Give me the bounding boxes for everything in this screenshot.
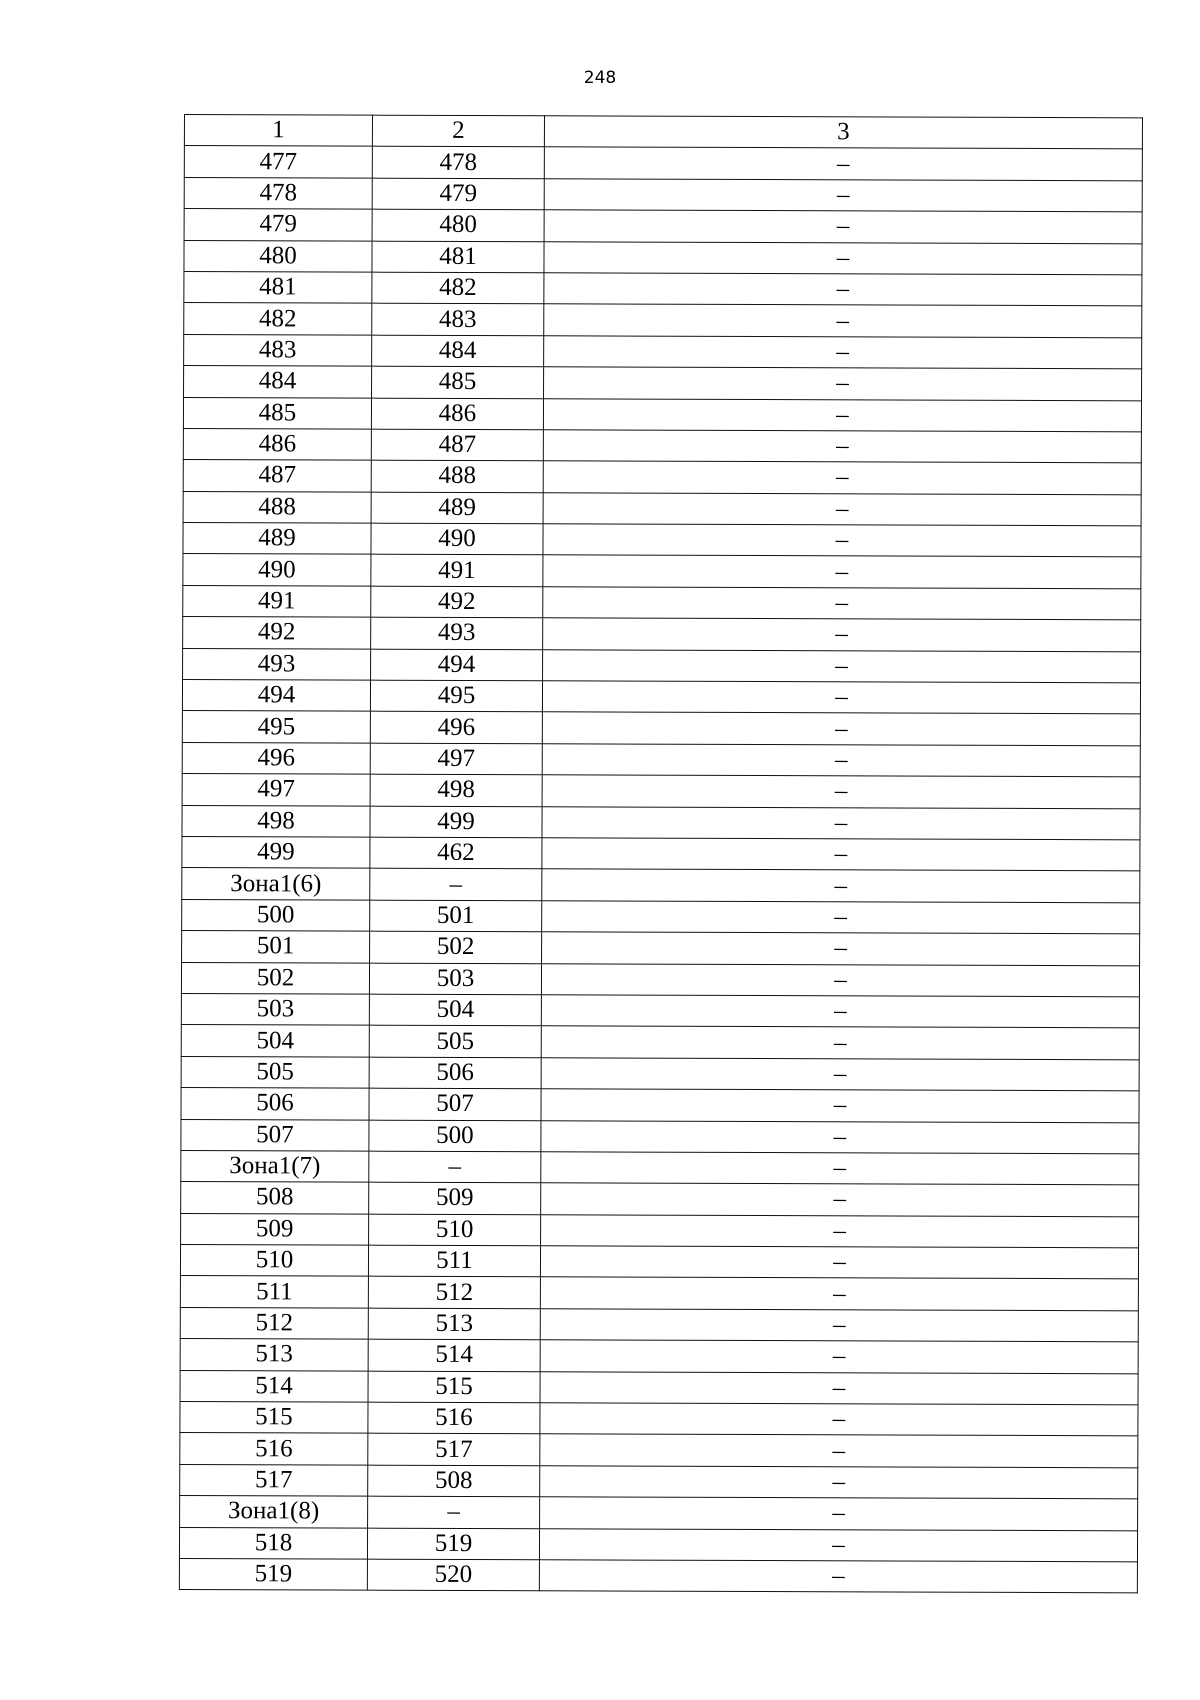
table-cell-col-2: – <box>370 869 542 901</box>
table-row <box>181 1119 1139 1154</box>
table-cell-col-1: 517 <box>180 1464 368 1496</box>
table-cell-col-1: 514 <box>180 1370 368 1402</box>
table-cell-col-3: – <box>542 901 1140 934</box>
table-cell-col-3: – <box>542 932 1140 965</box>
table-row <box>182 742 1140 777</box>
table-cell-col-2: 479 <box>372 178 544 210</box>
table-row <box>184 146 1142 181</box>
table-cell-col-3: – <box>544 179 1142 212</box>
table-cell-col-3: – <box>540 1277 1138 1310</box>
table-cell-col-1: 515 <box>180 1402 368 1434</box>
table-cell-col-3: – <box>544 241 1142 274</box>
table-row <box>182 774 1140 809</box>
table-cell-col-2: 514 <box>368 1339 540 1371</box>
table-cell-col-1: 504 <box>181 1025 369 1057</box>
table-cell-col-1: 496 <box>182 742 370 774</box>
table-cell-col-1: 494 <box>182 680 370 712</box>
table-header-row <box>184 115 1142 150</box>
table-cell-col-1: 492 <box>183 617 371 649</box>
table-row <box>181 993 1139 1028</box>
table-cell-col-3: – <box>541 1026 1139 1059</box>
table-row <box>180 1339 1138 1374</box>
table-cell-col-1: 516 <box>180 1433 368 1465</box>
table-row <box>184 271 1142 306</box>
table-row <box>183 491 1141 526</box>
table-cell-col-3: – <box>543 587 1141 620</box>
table-row <box>182 868 1140 903</box>
table-row <box>180 1307 1138 1342</box>
table-cell-col-2: 508 <box>368 1465 540 1497</box>
table-cell-col-1: 498 <box>182 805 370 837</box>
table-row <box>179 1527 1137 1562</box>
table-cell-col-1: 503 <box>181 993 369 1025</box>
table-body <box>179 146 1142 1593</box>
table-row <box>183 648 1141 683</box>
table-cell-col-2: 496 <box>370 712 542 744</box>
table-cell-col-1: 487 <box>183 460 371 492</box>
table-cell-col-1: Зона1(7) <box>181 1150 369 1182</box>
table-cell-col-1: 509 <box>181 1213 369 1245</box>
table-row <box>183 460 1141 495</box>
table-cell-col-1: 511 <box>180 1276 368 1308</box>
table-cell-col-1: 477 <box>184 146 372 178</box>
table-cell-col-2: 513 <box>368 1308 540 1340</box>
table-cell-col-2: 490 <box>371 523 543 555</box>
table-cell-col-3: – <box>543 555 1141 588</box>
table-row <box>184 366 1142 401</box>
table-cell-col-3: – <box>541 1057 1139 1090</box>
table-cell-col-2: 515 <box>368 1371 540 1403</box>
table-cell-col-2: 486 <box>371 398 543 430</box>
table-cell-col-2: 487 <box>371 429 543 461</box>
table-cell-col-1: 505 <box>181 1056 369 1088</box>
table-cell-col-2: 502 <box>370 931 542 963</box>
table-cell-col-2: 493 <box>371 617 543 649</box>
table-cell-col-2: 491 <box>371 555 543 587</box>
table-cell-col-2: – <box>369 1151 541 1183</box>
table-cell-col-2: 494 <box>371 649 543 681</box>
table-row <box>183 554 1141 589</box>
table-cell-col-3: – <box>544 367 1142 400</box>
table-cell-col-1: 500 <box>182 899 370 931</box>
table-row <box>184 334 1142 369</box>
table-row <box>180 1402 1138 1437</box>
table-cell-col-3: – <box>544 210 1142 243</box>
table-row <box>180 1433 1138 1468</box>
table-row <box>180 1370 1138 1405</box>
table-cell-col-1: 518 <box>179 1527 367 1559</box>
table-cell-col-3: – <box>544 147 1142 180</box>
table-cell-col-3: – <box>541 1214 1139 1247</box>
table-cell-col-3: – <box>542 744 1140 777</box>
table-cell-col-3: – <box>542 712 1140 745</box>
table-row <box>181 1150 1139 1185</box>
table-cell-col-1: 513 <box>180 1339 368 1371</box>
table-cell-col-2: 504 <box>369 994 541 1026</box>
table-cell-col-3: – <box>539 1528 1137 1561</box>
table-cell-col-3: – <box>539 1560 1137 1593</box>
table-cell-col-3: – <box>540 1497 1138 1530</box>
table-cell-col-3: – <box>541 1089 1139 1122</box>
table-cell-col-1: 510 <box>180 1245 368 1277</box>
table-cell-col-3: – <box>541 1152 1139 1185</box>
table-cell-col-3: – <box>540 1403 1138 1436</box>
table-cell-col-3: – <box>540 1371 1138 1404</box>
table-cell-col-2: 480 <box>372 209 544 241</box>
table-cell-col-1: 482 <box>184 303 372 335</box>
table-cell-col-1: 489 <box>183 523 371 555</box>
table-row <box>182 931 1140 966</box>
table-cell-col-2: – <box>368 1496 540 1528</box>
table-cell-col-2: 519 <box>367 1528 539 1560</box>
table-cell-col-2: 520 <box>367 1559 539 1591</box>
table-cell-col-3: – <box>541 995 1139 1028</box>
table-row <box>181 1088 1139 1123</box>
table-cell-col-3: – <box>543 430 1141 463</box>
table-cell-col-1: 495 <box>182 711 370 743</box>
table-row <box>183 585 1141 620</box>
table-cell-col-3: – <box>542 681 1140 714</box>
table-cell-col-1: 512 <box>180 1307 368 1339</box>
table-row <box>180 1276 1138 1311</box>
column-header-1: 1 <box>184 115 372 147</box>
table-cell-col-3: – <box>544 335 1142 368</box>
table-cell-col-1: 506 <box>181 1088 369 1120</box>
table-cell-col-3: – <box>540 1340 1138 1373</box>
table-cell-col-1: 484 <box>184 366 372 398</box>
table-cell-col-1: 483 <box>184 334 372 366</box>
table-cell-col-3: – <box>540 1466 1138 1499</box>
table-cell-col-2: 503 <box>369 963 541 995</box>
table-cell-col-1: 490 <box>183 554 371 586</box>
table-cell-col-3: – <box>541 1120 1139 1153</box>
table-row <box>182 899 1140 934</box>
table-cell-col-1: 502 <box>181 962 369 994</box>
table-cell-col-1: 491 <box>183 585 371 617</box>
table-row <box>181 1025 1139 1060</box>
table-cell-col-2: 489 <box>371 492 543 524</box>
table-row <box>183 523 1141 558</box>
table-row <box>181 1182 1139 1217</box>
table-row <box>180 1496 1138 1531</box>
table-row <box>184 303 1142 338</box>
column-header-3: 3 <box>544 116 1142 149</box>
table-cell-col-3: – <box>543 398 1141 431</box>
table-cell-col-2: 498 <box>370 774 542 806</box>
table-cell-col-3: – <box>542 838 1140 871</box>
data-table <box>179 114 1143 1594</box>
table-cell-col-3: – <box>543 492 1141 525</box>
table-row <box>181 1213 1139 1248</box>
table-cell-col-2: 485 <box>372 366 544 398</box>
table-cell-col-2: 505 <box>369 1025 541 1057</box>
table-cell-col-3: – <box>543 649 1141 682</box>
table-cell-col-1: 485 <box>183 397 371 429</box>
table-row <box>184 240 1142 275</box>
table-row <box>183 617 1141 652</box>
table-cell-col-2: 481 <box>372 241 544 273</box>
table-cell-col-1: 499 <box>182 836 370 868</box>
table-cell-col-1: 493 <box>183 648 371 680</box>
table-cell-col-3: – <box>542 806 1140 839</box>
table-cell-col-2: 500 <box>369 1120 541 1152</box>
table-cell-col-2: 484 <box>372 335 544 367</box>
table-row <box>179 1558 1137 1593</box>
table-row <box>183 397 1141 432</box>
table-cell-col-3: – <box>540 1246 1138 1279</box>
table-cell-col-2: 510 <box>369 1214 541 1246</box>
table-cell-col-1: 508 <box>181 1182 369 1214</box>
table-cell-col-2: 462 <box>370 837 542 869</box>
table-cell-col-1: 501 <box>182 931 370 963</box>
table-cell-col-1: 480 <box>184 240 372 272</box>
table-cell-col-2: 512 <box>368 1277 540 1309</box>
table-cell-col-1: Зона1(8) <box>180 1496 368 1528</box>
table-row <box>180 1245 1138 1280</box>
table-cell-col-1: 479 <box>184 209 372 241</box>
table-cell-col-3: – <box>543 461 1141 494</box>
table-cell-col-2: 511 <box>368 1245 540 1277</box>
table-cell-col-2: 517 <box>368 1434 540 1466</box>
table-cell-col-3: – <box>543 524 1141 557</box>
table-cell-col-2: 501 <box>370 900 542 932</box>
table-cell-col-2: 483 <box>372 304 544 336</box>
table-cell-col-1: Зона1(6) <box>182 868 370 900</box>
table-cell-col-1: 519 <box>179 1558 367 1590</box>
table-row <box>182 805 1140 840</box>
table-row <box>184 209 1142 244</box>
table-cell-col-2: 516 <box>368 1402 540 1434</box>
table-cell-col-3: – <box>541 963 1139 996</box>
table-cell-col-3: – <box>542 869 1140 902</box>
table-cell-col-3: – <box>543 618 1141 651</box>
table-cell-col-3: – <box>542 775 1140 808</box>
table-cell-col-1: 481 <box>184 271 372 303</box>
table-row <box>182 836 1140 871</box>
table-cell-col-2: 497 <box>370 743 542 775</box>
table-cell-col-1: 488 <box>183 491 371 523</box>
table-cell-col-2: 506 <box>369 1057 541 1089</box>
table-cell-col-3: – <box>541 1183 1139 1216</box>
table-cell-col-2: 499 <box>370 806 542 838</box>
page-number: 248 <box>583 68 617 88</box>
table-row <box>181 1056 1139 1091</box>
table-row <box>182 711 1140 746</box>
table-cell-col-3: – <box>544 273 1142 306</box>
table-row <box>183 428 1141 463</box>
table-row <box>182 680 1140 715</box>
column-header-2: 2 <box>372 115 544 147</box>
table-cell-col-2: 509 <box>369 1182 541 1214</box>
table-cell-col-2: 488 <box>371 460 543 492</box>
table-cell-col-1: 497 <box>182 774 370 806</box>
table-row <box>181 962 1139 997</box>
table-cell-col-3: – <box>544 304 1142 337</box>
table-cell-col-1: 478 <box>184 177 372 209</box>
table-cell-col-3: – <box>540 1309 1138 1342</box>
table-cell-col-2: 492 <box>371 586 543 618</box>
table-row <box>184 177 1142 212</box>
table-row <box>180 1464 1138 1499</box>
table-cell-col-2: 482 <box>372 272 544 304</box>
table-cell-col-1: 507 <box>181 1119 369 1151</box>
table-cell-col-3: – <box>540 1434 1138 1467</box>
table-cell-col-2: 495 <box>370 680 542 712</box>
table-cell-col-2: 507 <box>369 1088 541 1120</box>
table-cell-col-2: 478 <box>372 147 544 179</box>
table-cell-col-1: 486 <box>183 428 371 460</box>
